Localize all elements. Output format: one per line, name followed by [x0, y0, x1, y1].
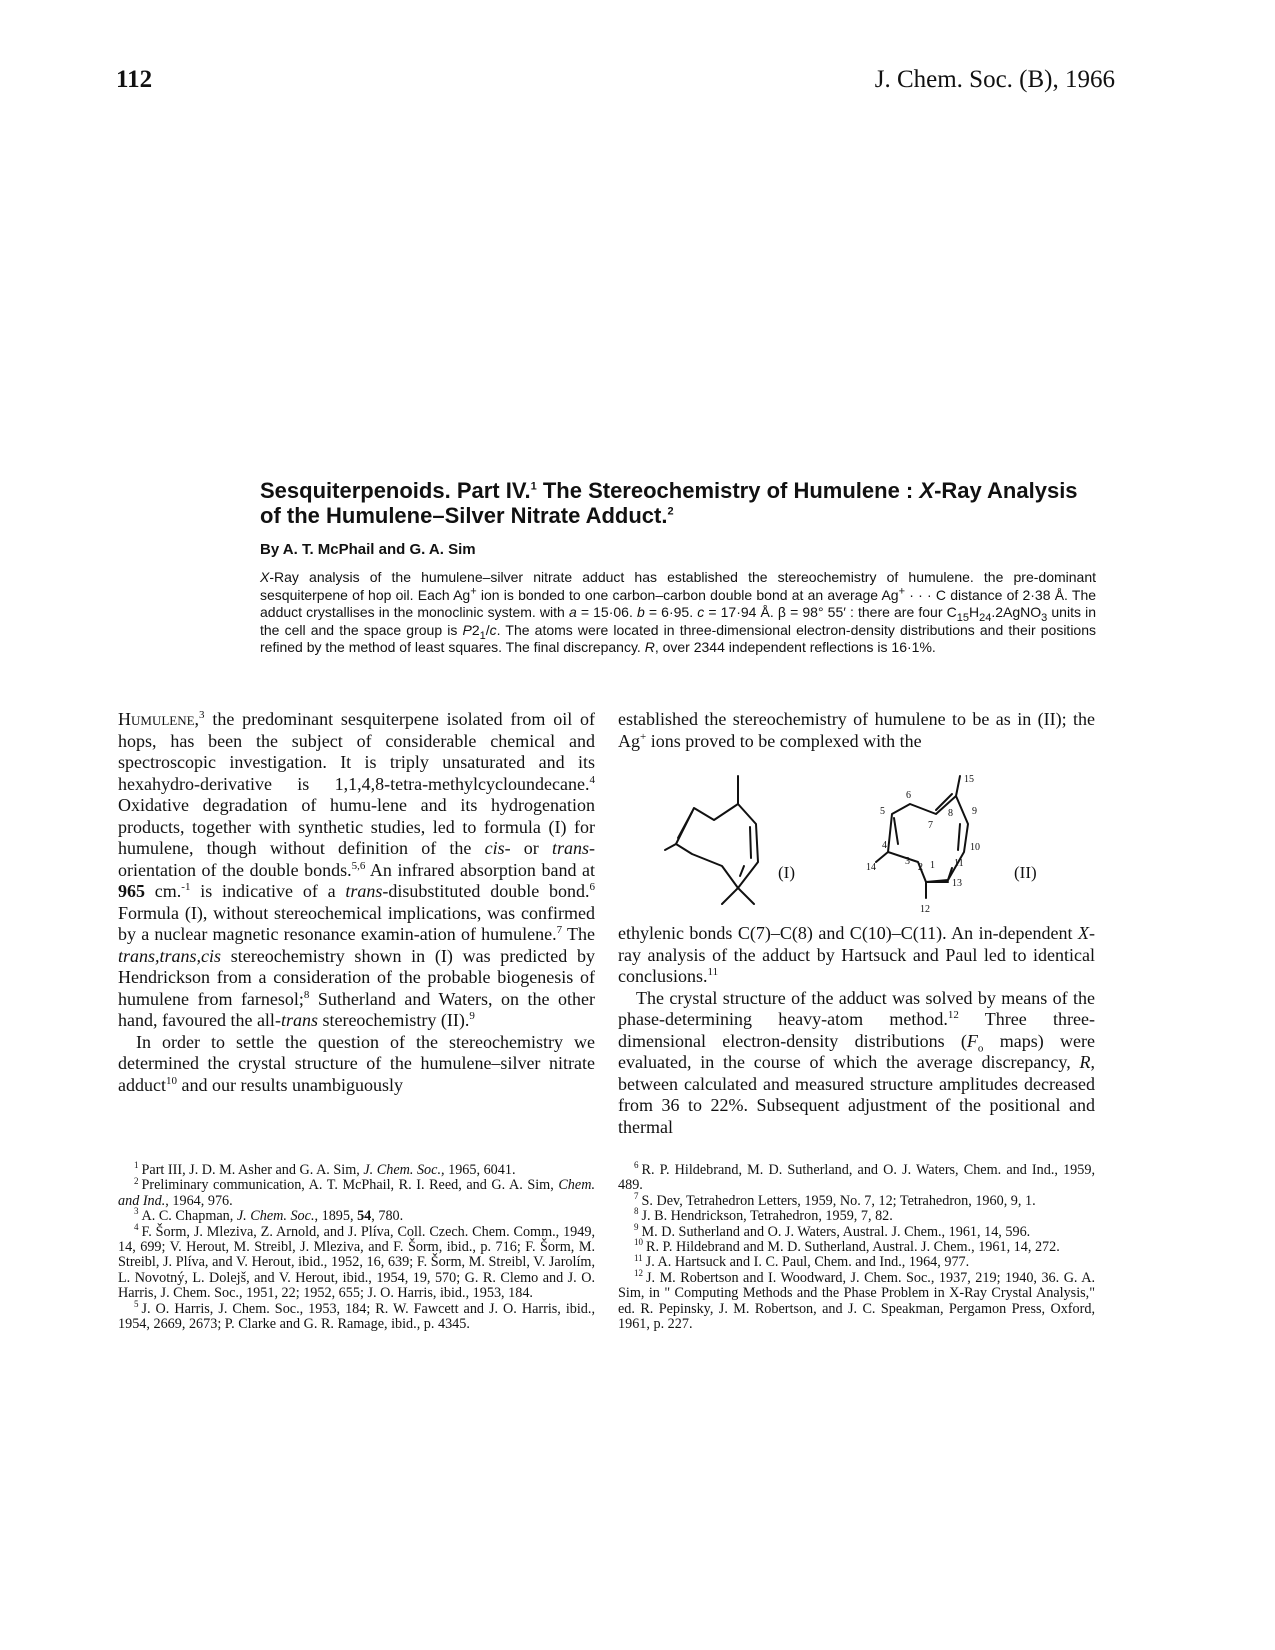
paragraph-5: The crystal structure of the adduct was solved by means of the phase-determining heavy-atom method.$^{12}$ Three three-dimensional electron-density distributions ($F_o$ maps) were evaluated, in the course of which the average discrepancy, R, between calculated and measured structure amplitudes decreased from 36 to 22%. Subsequent adjustment of the positional and thermal [618, 987, 1095, 1137]
footnote-11: $^{11}$ J. A. Hartsuck and I. C. Paul, Chem. and Ind., 1964, 977. [634, 1252, 970, 1271]
paragraph-3: established the stereochemistry of humulene to be as in (II); the Ag+ ions proved to be complexed with the [618, 709, 1095, 751]
footnote-6: $^6$ R. P. Hildebrand, M. D. Sutherland, and O. J. Waters, Chem. and Ind., 1959, 489. [618, 1160, 1095, 1194]
title-ref-1: 1 [530, 480, 537, 493]
atom-label-14: 14 [866, 862, 876, 873]
footnotes-right [618, 1160, 1095, 1333]
authors: By A. T. McPhail and G. A. Sim [260, 541, 476, 558]
formula-label-i: (I) [778, 863, 795, 882]
footnote-8: $^8$ J. B. Hendrickson, Tetrahedron, 1959, 7, 82. [634, 1206, 893, 1225]
footnote-9: $^9$ M. D. Sutherland and O. J. Waters, Austral. J. Chem., 1961, 14, 596. [634, 1221, 1031, 1240]
body-column-right-top [618, 709, 1095, 752]
paragraph-4: ethylenic bonds C(7)–C(8) and C(10)–C(11). An in-dependent X-ray analysis of the adduct by Hartsuck and Paul led to identical conclusions.$^{11}$ [618, 923, 1095, 986]
body-column-left [118, 709, 595, 1096]
footnotes-left [118, 1160, 595, 1333]
footnote-5: $^5$ J. O. Harris, J. Chem. Soc., 1953, 184; R. W. Fawcett and J. O. Harris, ibid., 1954, 2669, 2673; P. Clarke and G. R. Ramage, ibid., p. 4345. [118, 1298, 595, 1333]
atom-label-12: 12 [920, 904, 930, 915]
title-xray: X [919, 478, 935, 503]
atom-label-1: 1 [930, 860, 935, 871]
atom-label-9: 9 [972, 806, 977, 817]
footnote-12: $^{12}$ J. M. Robertson and I. Woodward, J. Chem. Soc., 1937, 219; 1940, 36. G. A. Sim, in " Computing Methods and the Phase Problem in X-Ray Crystal Analysis," ed. R. Pepinsky, J. M. Robertson, and J. C. Speakman, Pergamon Press, Oxford, 1961, p. 227. [618, 1268, 1095, 1333]
footnote-3: $^3$ A. C. Chapman, J. Chem. Soc., 1895, 54, 780. [134, 1206, 404, 1225]
title-part-c: -Ray Analysis of the Humulene–Silver Nitrate Adduct. [260, 478, 1078, 528]
footnote-1: $^1$ Part III, J. D. M. Asher and G. A. Sim, J. Chem. Soc., 1965, 6041. [134, 1160, 516, 1178]
page-number: 112 [116, 66, 153, 93]
article-title [260, 478, 1100, 528]
footnote-2: $^2$ Preliminary communication, A. T. McPhail, R. I. Reed, and G. A. Sim, Chem. and Ind., 1964, 976. [118, 1175, 595, 1209]
abstract: X-Ray analysis of the humulene–silver nitrate adduct has established the stereochemistry of humulene. the pre-dominant sesquiterpene of hop oil. Each Ag+ ion is bonded to one carbon–carbon double bond at an average Ag+ · · · C distance of 2·38 Å. The adduct crystallises in the monoclinic system. with a = 15·06. b = 6·95. c = 17·94 Å. β = 98° 55′ : there are four $C_{15}H_{24}.2AgNO_3$ units in the cell and the space group is $P2_1/c$. The atoms were located in three-dimensional electron-density distributions and their positions refined by the method of least squares. The final discrepancy. R, over 2344 independent reflections is 16·1%. [260, 569, 1097, 655]
atom-label-13: 13 [952, 878, 962, 889]
footnote-4: $^4$ F. Šorm, J. Mleziva, Z. Arnold, and J. Plíva, Coll. Czech. Chem. Comm., 1949, 14, 699; V. Herout, M. Streibl, J. Mleziva, and F. Šorm, ibid., p. 716; F. Šorm, M. Streibl, J. Plíva, and V. Herout, ibid., 1952, 16, 639; F. Šorm, M. Streibl, V. Jarolím, L. Novotný, L. Dolejš, and V. Herout, ibid., 1954, 19, 570; G. R. Clemo and J. O. Harris, J. Chem. Soc., 1951, 22; 1952, 655; J. O. Harris, ibid., 1953, 184. [118, 1221, 595, 1302]
title-part-a: Sesquiterpenoids. Part IV. [260, 478, 531, 503]
atom-label-15: 15 [964, 774, 974, 785]
atom-label-5: 5 [880, 806, 885, 817]
title-ref-2: 2 [667, 505, 674, 518]
paragraph-2: In order to settle the question of the stereochemistry we determined the crystal structure of the humulene–silver nitrate adduct$^{10}$ and our results unambiguously [118, 1031, 595, 1095]
journal-reference: J. Chem. Soc. (B), 1966 [874, 66, 1115, 93]
footnote-10: $^{10}$ R. P. Hildebrand and M. D. Sutherland, Austral. J. Chem., 1961, 14, 272. [634, 1237, 1060, 1256]
formula-label-ii: (II) [1014, 863, 1037, 882]
body-column-right-bottom [618, 923, 1095, 1138]
structure-figure [618, 758, 1095, 918]
atom-label-8: 8 [948, 808, 953, 819]
title-part-b: The Stereochemistry of Humulene : [536, 478, 920, 503]
atom-label-6: 6 [906, 790, 911, 801]
structure-formula-i [665, 776, 758, 904]
atom-label-10: 10 [970, 842, 980, 853]
paragraph-1: Humulene,$^3$ the predominant sesquiterpene isolated from oil of hops, has been the subject of considerable chemical and spectroscopic investigation. It is triply unsaturated and its hexahydro-derivative is 1,1,4,8-tetra-methylcycloundecane.$^4$ Oxidative degradation of humu-lene and its hydrogenation products, together with synthetic studies, led to formula (I) for humulene, though without definition of the cis- or trans-orientation of the double bonds.$^{5,6}$ An infrared absorption band at 965 cm.$^{-1}$ is indicative of a trans-disubstituted double bond.$^6$ Formula (I), without stereochemical implications, was confirmed by a nuclear magnetic resonance examin-ation of humulene.$^7$ The trans,trans,cis stereochemistry shown in (I) was predicted by Hendrickson from a consideration of the probable biogenesis of humulene from farnesol;$^8$ Sutherland and Waters, on the other hand, favoured the all-trans stereochemistry (II).$^9$ [118, 709, 595, 1030]
atom-label-4: 4 [882, 840, 887, 851]
atom-label-11: 11 [954, 858, 964, 869]
atom-label-7: 7 [928, 820, 933, 831]
atom-label-3: 3 [905, 856, 910, 867]
footnote-7: $^7$ S. Dev, Tetrahedron Letters, 1959, No. 7, 12; Tetrahedron, 1960, 9, 1. [634, 1191, 1036, 1209]
atom-label-2: 2 [918, 862, 923, 873]
